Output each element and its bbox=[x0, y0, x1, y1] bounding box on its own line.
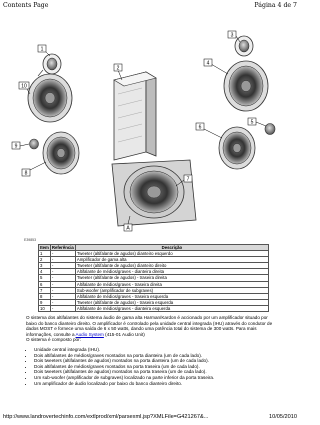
row-description: Altifalante de médios/graves - traseira esquerda bbox=[75, 293, 268, 299]
svg-text:A: A bbox=[126, 225, 130, 232]
tweeter-rear-right bbox=[265, 124, 275, 135]
row-description: Tweeter (altifalante de agudos) dianteiro direito bbox=[75, 263, 268, 269]
table-row bbox=[39, 305, 269, 311]
row-reference: - bbox=[50, 257, 75, 263]
row-item: 3 bbox=[39, 263, 51, 269]
row-description: Tweeter (altifalante de agudos) - traseira esquerda bbox=[75, 299, 268, 305]
row-item: 6 bbox=[39, 281, 51, 287]
row-reference: - bbox=[50, 263, 75, 269]
list-item: • Dois tweeters (altifalantes de agudos) montados na porta traseira (um de cada lado). bbox=[34, 369, 278, 375]
callout-10 bbox=[19, 82, 29, 89]
row-item: 4 bbox=[39, 269, 51, 275]
callout-a bbox=[124, 224, 132, 231]
row-item: 1 bbox=[39, 251, 51, 257]
list-item: • Unidade central integrada (IHU). bbox=[34, 347, 278, 353]
page-header bbox=[3, 2, 297, 11]
list-item: • Dois tweeters (altifalantes de agudos) montados na porta dianteira (um de cada lado). bbox=[34, 358, 278, 364]
row-reference: - bbox=[50, 281, 75, 287]
callout-6 bbox=[196, 123, 204, 130]
sub-woofer bbox=[112, 160, 196, 226]
callout-8-label: 8 bbox=[24, 170, 28, 177]
row-item: 10 bbox=[39, 305, 51, 311]
row-description: Sub-woofer (amplificador de subgraves) bbox=[75, 287, 268, 293]
callout-6-label: 6 bbox=[198, 124, 202, 131]
row-item: 2 bbox=[39, 257, 51, 263]
col-description: Descrição bbox=[75, 245, 268, 251]
row-reference: - bbox=[50, 293, 75, 299]
tweeter-front-left bbox=[38, 54, 61, 76]
speaker-front-right bbox=[224, 61, 268, 111]
amplifier bbox=[114, 72, 156, 160]
description-ref: (415-01 Audio Unit) bbox=[105, 331, 145, 337]
tweeter-rear-left bbox=[30, 139, 39, 149]
footer-url[interactable]: http://www.landrovertechinfo.com/extlprod/xml/parsexml.jsp?XMLFile=G421267&... bbox=[3, 414, 209, 420]
speaker-system-diagram bbox=[0, 14, 300, 242]
callout-2-label: 2 bbox=[116, 65, 120, 72]
callout-5-label: 5 bbox=[250, 119, 254, 126]
list-item: • Um sub-woofer (amplificador de subgraves) localizado na parte inferior da porta traseira. bbox=[34, 375, 278, 381]
row-description: Altifalante de médios/graves - dianteira esquerda bbox=[75, 305, 268, 311]
callout-7-label: 7 bbox=[186, 176, 190, 183]
figure-id: E39853 bbox=[24, 238, 37, 242]
speaker-rear-left bbox=[43, 132, 79, 174]
callout-7 bbox=[184, 175, 192, 182]
callout-8 bbox=[22, 169, 30, 176]
list-item: • Dois altifalantes de médios/graves montados na porta traseira (um de cada lado). bbox=[34, 364, 278, 370]
row-item: 9 bbox=[39, 299, 51, 305]
callout-4 bbox=[204, 59, 212, 66]
system-composition-intro: O sistema é composto por: bbox=[26, 337, 81, 343]
speaker-rear-right bbox=[219, 127, 255, 169]
audio-system-link[interactable]: Audio System bbox=[75, 331, 104, 337]
row-item: 5 bbox=[39, 275, 51, 281]
callout-9-label: 9 bbox=[14, 143, 18, 150]
callout-3-label: 3 bbox=[230, 32, 234, 39]
row-description: Altifalante de médios/graves - traseira direita bbox=[75, 281, 268, 287]
callout-3 bbox=[228, 31, 236, 38]
description-para: O sistema dos altifalantes do sistema áudio de gama alta Harman/Kardon é accionado por um amplificador situado por baixo do banco dianteiro direito. O amplificador é controlado pela unidade central integrada (IHU) através do condutor de dados MOST e fornece uma saída de 6 x 50 watts, dando uma potência total do sistema de 300 watts. Para mais informações, consulte a bbox=[26, 315, 273, 337]
header-title: Contents Page bbox=[3, 2, 49, 9]
page-footer bbox=[3, 414, 297, 423]
footer-date: 10/05/2010 bbox=[269, 414, 297, 420]
component-list bbox=[22, 347, 278, 386]
row-reference: - bbox=[50, 299, 75, 305]
callout-1-label: 1 bbox=[40, 46, 44, 53]
list-item: • Um amplificador de áudio localizado por baixo do banco dianteiro direito. bbox=[34, 381, 278, 387]
row-item: 8 bbox=[39, 293, 51, 299]
row-description: Tweeter (altifalante de agudos) - traseira direita bbox=[75, 275, 268, 281]
row-item: 7 bbox=[39, 287, 51, 293]
callout-9 bbox=[12, 142, 20, 149]
row-reference: - bbox=[50, 287, 75, 293]
callout-2 bbox=[114, 64, 122, 71]
parts-table bbox=[38, 244, 269, 312]
callout-1 bbox=[38, 45, 46, 52]
callout-10-label: 10 bbox=[21, 83, 27, 90]
list-item: • Dois altifalantes de médios/graves montados na porta dianteira (um de cada lado). bbox=[34, 353, 278, 359]
header-page-number: Página 4 de 7 bbox=[254, 2, 297, 9]
col-item: Item bbox=[40, 245, 49, 250]
row-reference: - bbox=[50, 269, 75, 275]
description-text bbox=[26, 315, 278, 343]
speaker-front-left bbox=[28, 74, 72, 122]
row-description: Altifalante de médios/graves - dianteira direita bbox=[75, 269, 268, 275]
col-reference: Referência bbox=[51, 245, 74, 250]
row-description: Amplificador de gama alta bbox=[75, 257, 268, 263]
callout-5 bbox=[248, 118, 256, 125]
callout-4-label: 4 bbox=[206, 60, 210, 67]
row-description: Tweeter (altifalante de agudos) dianteiro esquerdo bbox=[75, 251, 268, 257]
row-reference: - bbox=[50, 251, 75, 257]
row-reference: - bbox=[50, 275, 75, 281]
row-reference: - bbox=[50, 305, 75, 311]
